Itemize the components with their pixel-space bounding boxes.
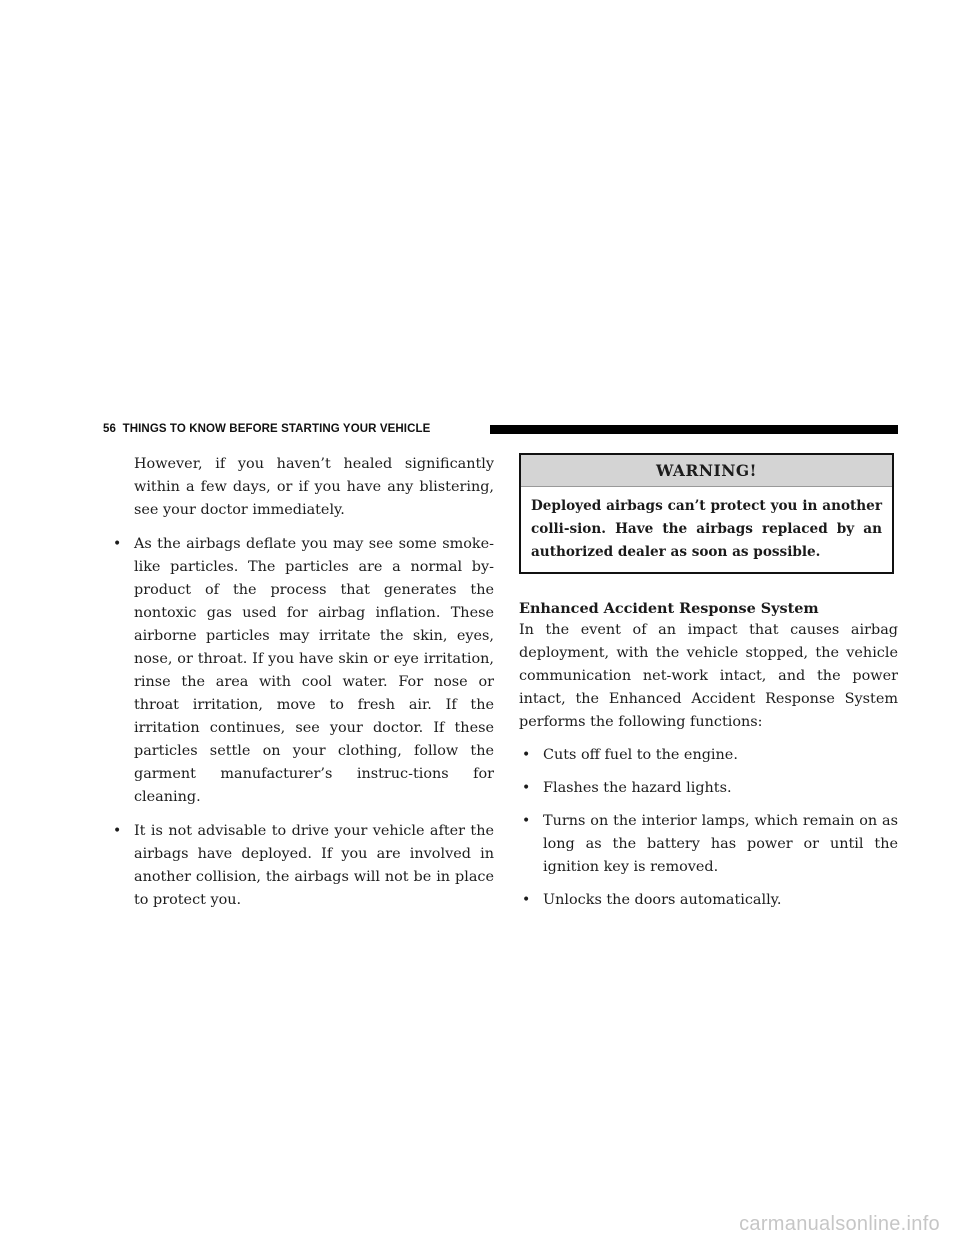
running-header [103, 421, 898, 437]
watermark: carmanualsonline.info [739, 1213, 940, 1235]
bullet-icon: • [522, 747, 531, 763]
warning-box [519, 453, 894, 574]
intro-paragraph: However, if you haven’t healed significantly within a few days, or if you have any blistering, see your doctor immediately. [134, 456, 494, 518]
list-item [519, 777, 898, 800]
list-item [519, 744, 898, 767]
bullet-icon: • [522, 813, 531, 829]
list-item [519, 889, 898, 912]
right-bullet-list [519, 744, 898, 912]
list-item [519, 810, 898, 879]
section-title: THINGS TO KNOW BEFORE STARTING YOUR VEHICLE [122, 423, 431, 435]
right-column [519, 453, 898, 912]
left-bullet-list [110, 533, 494, 912]
bullet-text: Cuts off fuel to the engine. [543, 747, 738, 763]
section-heading: Enhanced Accident Response System [519, 600, 819, 617]
bullet-text: Turns on the interior lamps, which remain on as long as the battery has power or until the ignition key is removed. [543, 813, 898, 875]
bullet-text: Unlocks the doors automatically. [543, 892, 782, 908]
bullet-icon: • [113, 823, 122, 839]
header-rule [490, 425, 898, 434]
bullet-icon: • [522, 780, 531, 796]
left-column [110, 453, 494, 912]
page-number: 56 [103, 423, 116, 435]
list-item [110, 820, 494, 912]
section-paragraph: In the event of an impact that causes airbag deployment, with the vehicle stopped, the vehicle communication net-work intact, and the power intact, the Enhanced Accident Response System performs the following functions: [519, 622, 898, 730]
bullet-text: Flashes the hazard lights. [543, 780, 732, 796]
bullet-icon: • [522, 892, 531, 908]
bullet-icon: • [113, 536, 122, 552]
warning-title: WARNING! [521, 455, 892, 487]
header-title [103, 421, 430, 437]
bullet-text: It is not advisable to drive your vehicle after the airbags have deployed. If you are involved in another collision, the airbags will not be in place to protect you. [134, 823, 494, 908]
warning-text: Deployed airbags can’t protect you in another colli-sion. Have the airbags replaced by an authorized dealer as soon as possible. [531, 498, 882, 560]
list-item [110, 533, 494, 809]
bullet-text: As the airbags deflate you may see some smoke-like particles. The particles are a normal by-product of the process that generates the nontoxic gas used for airbag inflation. These airborne particles may irritate the skin, eyes, nose, or throat. If you have skin or eye irritation, rinse the area with cool water. For nose or throat irritation, move to fresh air. If the irritation continues, see your doctor. If these particles settle on your clothing, follow the garment manufacturer’s instruc-tions for cleaning. [134, 536, 494, 805]
